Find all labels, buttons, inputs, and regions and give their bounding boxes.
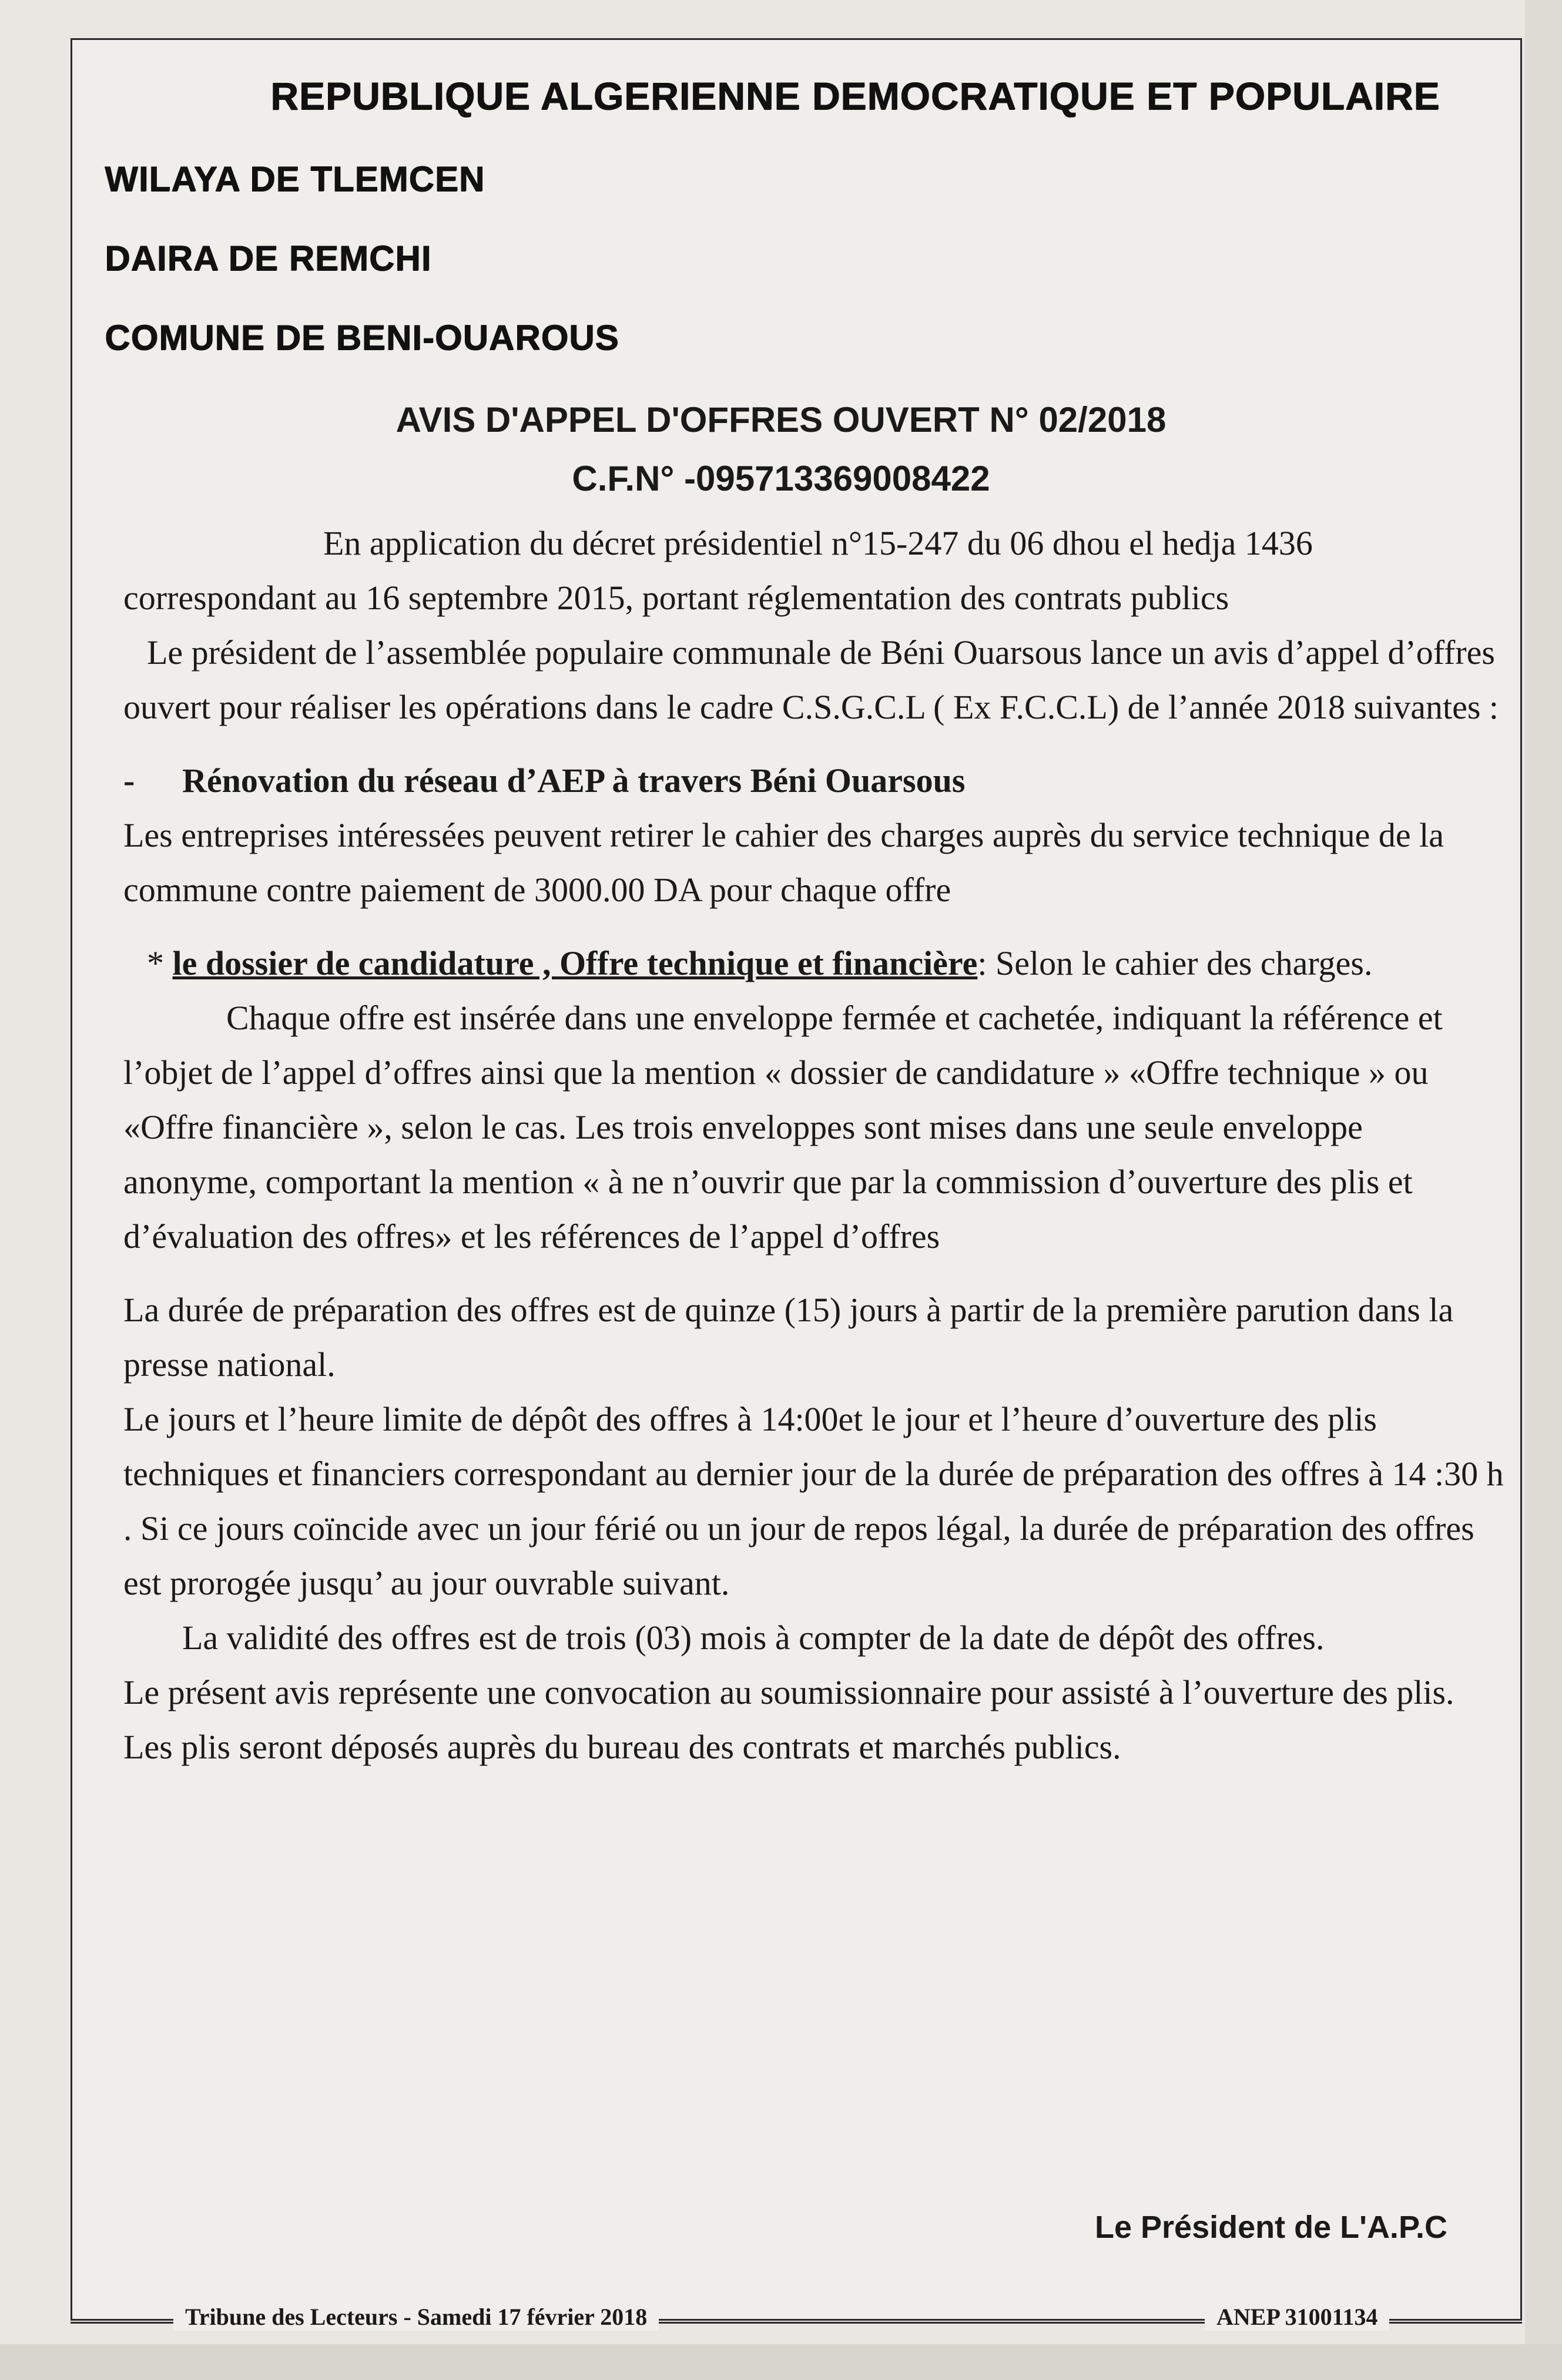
operation-label: Rénovation du réseau d’AEP à travers Béni Ouarsous — [182, 761, 966, 800]
signature: Le Président de L'A.P.C — [1094, 2210, 1447, 2245]
envelope-paragraph: Chaque offre est insérée dans une enveloppe fermée et cachetée, indiquant la référence et l’objet de l’appel d’offres ainsi que la mention « dossier de candidature » «Offre technique » ou «Offre financière », selon le cas. Les trois enveloppes sont mises dans une seule enveloppe anonyme, comportant la mention « à ne n’ouvrir que par la commission d’ouverture des plis et d’évaluation des offres» et les références de l’appel d’offres — [123, 999, 1443, 1256]
deposit-paragraph: Les plis seront déposés auprès du bureau des contrats et marchés publics. — [123, 1728, 1121, 1766]
validity-paragraph: La validité des offres est de trois (03) mois à compter de la date de dépôt des offres. — [182, 1619, 1325, 1657]
president-paragraph: Le président de l’assemblée populaire communale de Béni Ouarsous lance un avis d’appel d’offres ouvert pour réaliser les opérations dans le cadre C.S.G.C.L ( Ex F.C.C.L) de l’année 2018 suivantes : — [123, 633, 1499, 726]
commune-heading: COMUNE DE BENI-OUAROUS — [105, 318, 619, 357]
candidacy-rest: : Selon le cahier des charges. — [977, 944, 1373, 982]
page-bottom-margin — [0, 2344, 1562, 2380]
footer-anep-reference: ANEP 31001134 — [1205, 2303, 1389, 2331]
adjacent-page-bleed — [1525, 0, 1562, 2380]
deadline-paragraph: Le jours et l’heure limite de dépôt des offres à 14:00et le jour et l’heure d’ouverture des plis techniques et financiers correspondant au dernier jour de la durée de préparation des offres à 14 :30 h . Si ce jours coïncide avec un jour férié ou un jour de repos légal, la durée de préparation des offres est prorogée jusqu’ au jour ouvrable suivant. — [123, 1400, 1504, 1602]
candidacy-star: * — [147, 944, 173, 982]
candidacy-paragraph — [123, 936, 1504, 991]
daira-heading: DAIRA DE REMCHI — [105, 239, 432, 278]
candidacy-label: le dossier de candidature , Offre technique et financière — [172, 944, 978, 982]
convocation-paragraph: Le présent avis représente une convocation au soumissionnaire pour assisté à l’ouverture des plis. — [123, 1673, 1454, 1711]
decree-paragraph: En application du décret présidentiel n°15-247 du 06 dhou el hedja 1436 correspondant au 16 septembre 2015, portant réglementation des contrats publics — [123, 524, 1313, 617]
republic-heading: REPUBLIQUE ALGERIENNE DEMOCRATIQUE ET POPULAIRE — [270, 74, 1440, 118]
duration-paragraph: La durée de préparation des offres est de quinze (15) jours à partir de la première parution dans la presse national. — [123, 1291, 1454, 1384]
specifications-paragraph: Les entreprises intéressées peuvent retirer le cahier des charges auprès du service technique de la commune contre paiement de 3000.00 DA pour chaque offre — [123, 816, 1444, 909]
notice-title: AVIS D'APPEL D'OFFRES OUVERT N° 02/2018 — [395, 400, 1167, 439]
operation-bullet — [123, 753, 1504, 808]
footer-publication: Tribune des Lecteurs - Samedi 17 février 2018 — [173, 2303, 659, 2331]
cfn-number: C.F.N° -095713369008422 — [572, 459, 990, 498]
wilaya-heading: WILAYA DE TLEMCEN — [105, 159, 485, 199]
notice-body — [123, 516, 1504, 1774]
bullet-dash: - — [123, 761, 135, 800]
